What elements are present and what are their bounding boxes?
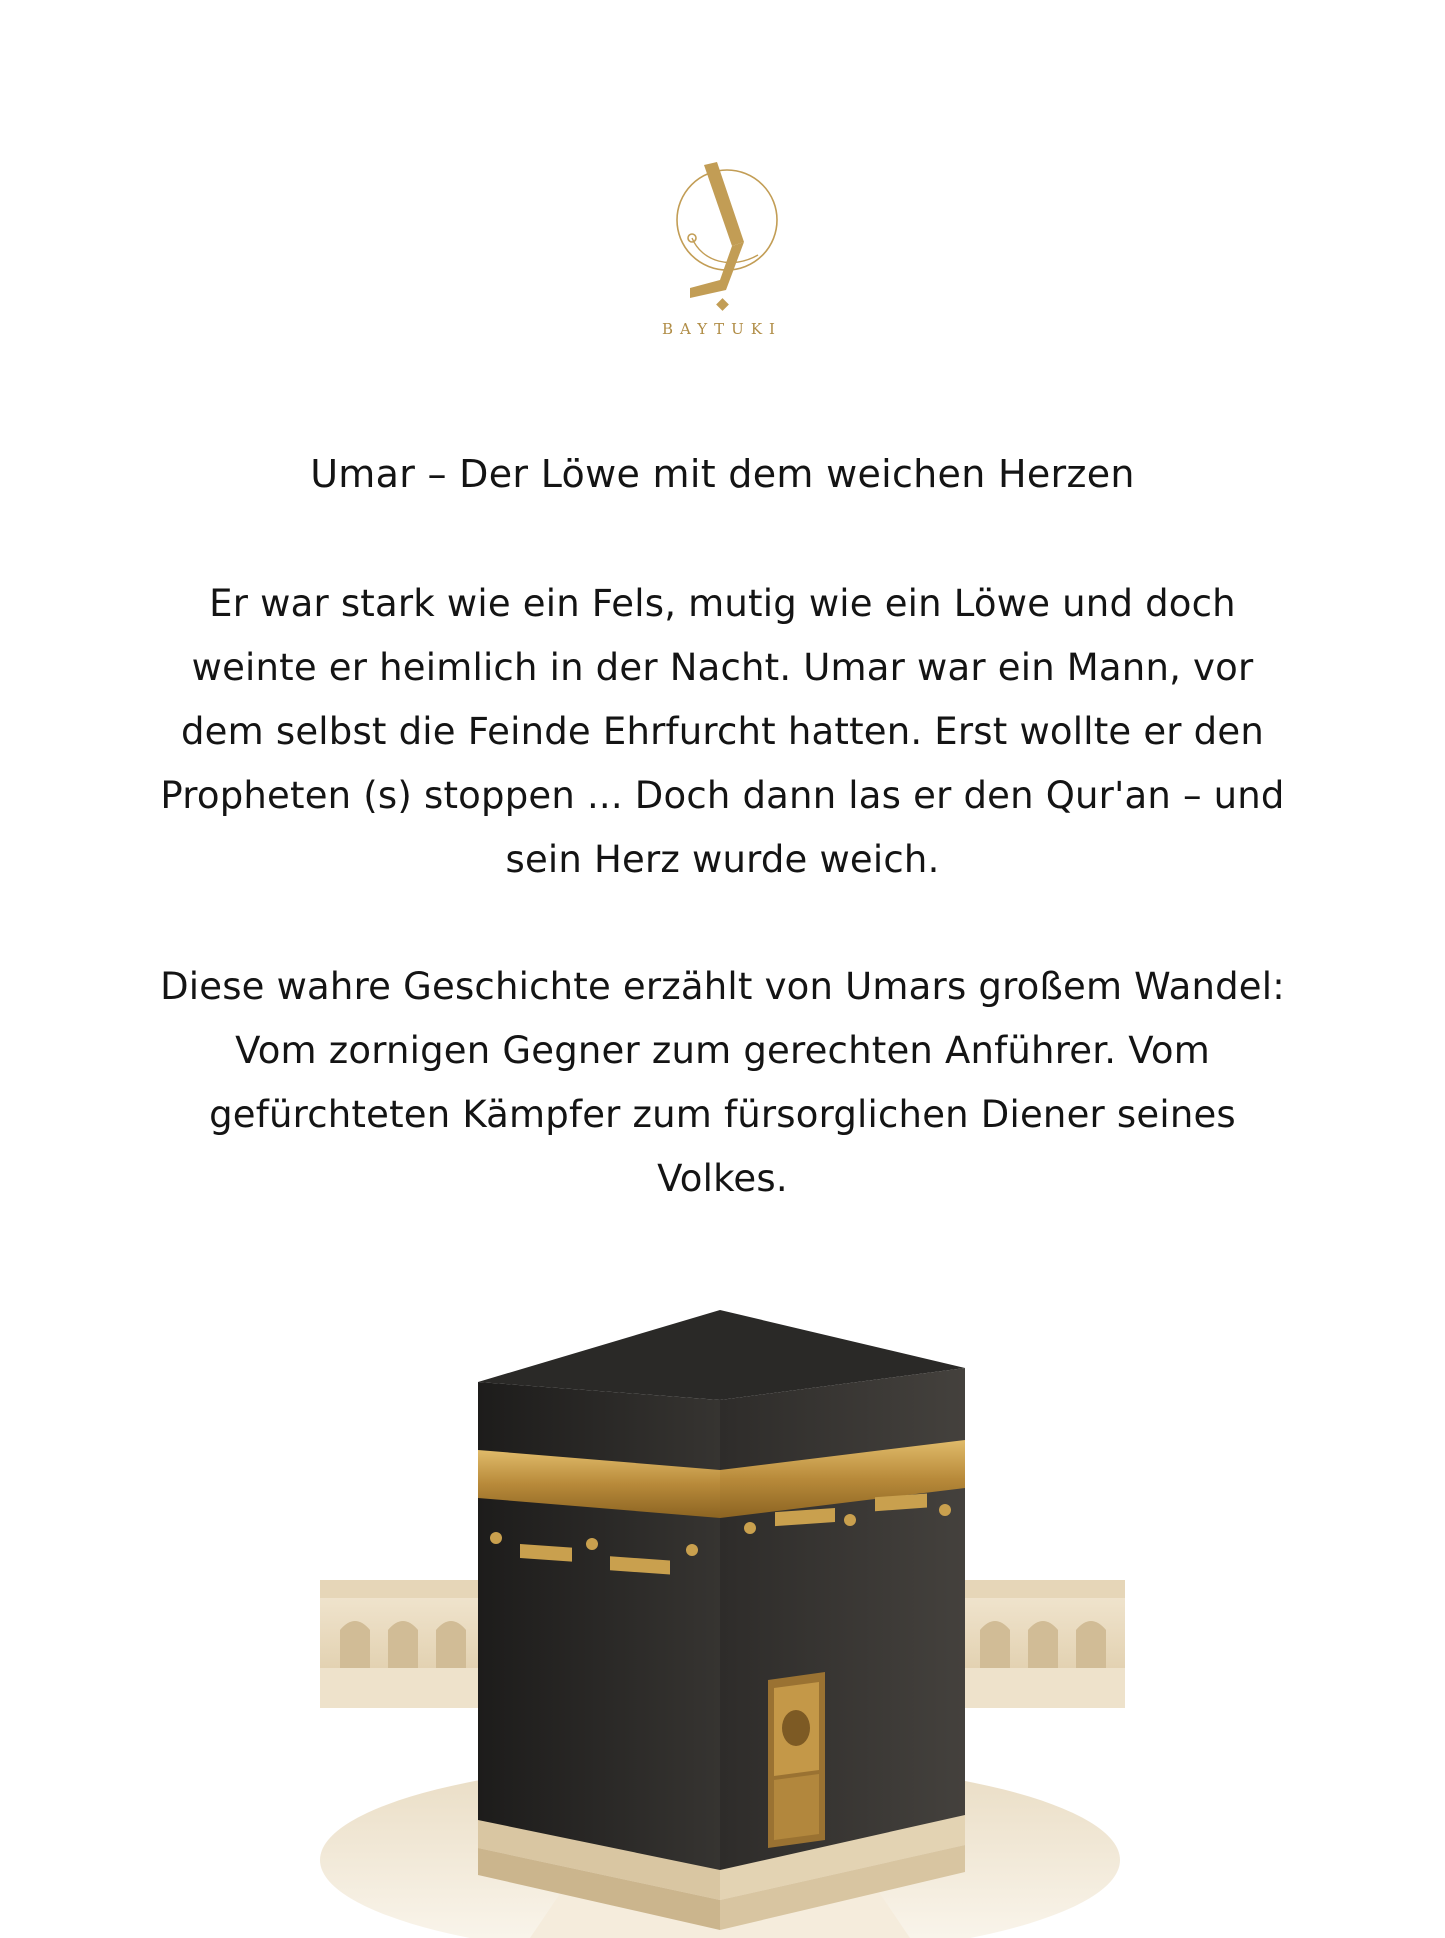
- story-title: Umar – Der Löwe mit dem weichen Herzen: [310, 452, 1135, 496]
- brand-wordmark: BAYTUKI: [662, 320, 782, 338]
- story-paragraph-2: Diese wahre Geschichte erzählt von Umars großem Wandel: Vom zornigen Gegner zum gerechten Anführer. Vom gefürchteten Kämpfer zum fürsorglichen Diener seines Volkes.: [160, 965, 1285, 1200]
- baytuki-logo-icon: [662, 150, 782, 320]
- story-paragraph-1: Er war stark wie ein Fels, mutig wie ein Löwe und doch weinte er heimlich in der Nacht. Umar war ein Mann, vor dem selbst die Feinde Ehrfurcht hatten. Erst wollte er den Propheten (s) stoppen ... Doch dann las er den Qur'an – und sein Herz wurde weich.: [160, 582, 1285, 881]
- brand-logo: [622, 150, 822, 350]
- kaaba-illustration: [320, 1300, 1125, 1938]
